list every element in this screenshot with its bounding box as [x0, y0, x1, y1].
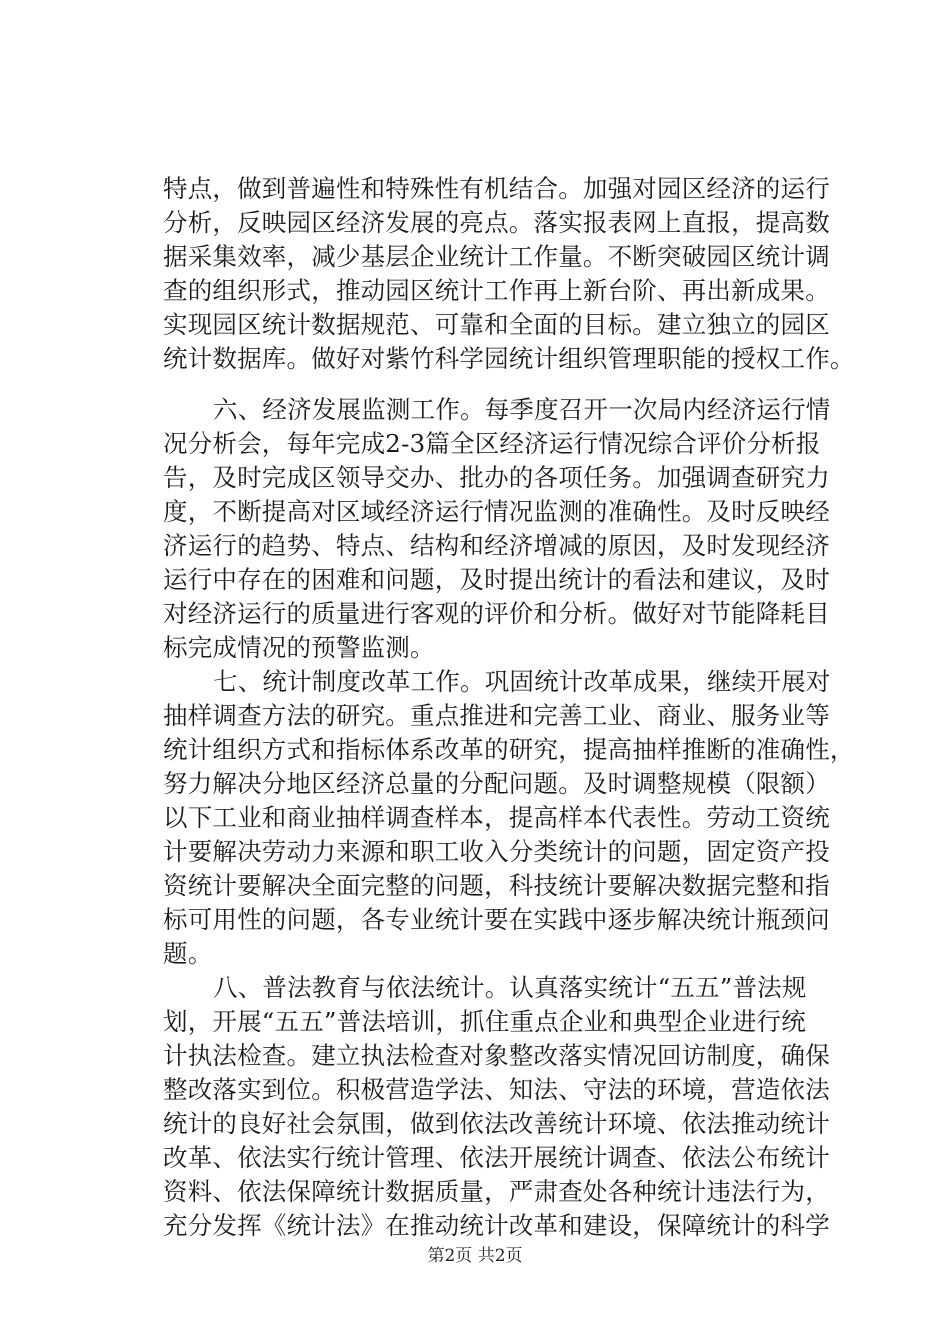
text-line: 资统计要解决全面完整的问题，科技统计要解决数据完整和指: [163, 871, 830, 900]
text-line: 抽样调查方法的研究。重点推进和完善工业、商业、服务业等: [163, 701, 830, 730]
text-line: 改革、依法实行统计管理、依法开展统计调查、依法公布统计: [163, 1143, 830, 1172]
text-line: 标完成情况的预警监测。: [163, 633, 435, 662]
paragraph-heading-six: 六、经济发展监测工作。每季度召开一次局内经济运行情: [213, 395, 831, 424]
paragraph-heading-seven: 七、统计制度改革工作。巩固统计改革成果，继续开展对: [213, 667, 831, 696]
text-line: 实现园区统计数据规范、可靠和全面的目标。建立独立的园区: [163, 310, 830, 339]
text-line: 对经济运行的质量进行客观的评价和分析。做好对节能降耗目: [163, 599, 830, 628]
text-line: 济运行的趋势、特点、结构和经济增减的原因，及时发现经济: [163, 531, 830, 560]
text-line: 度，不断提高对区域经济运行情况监测的准确性。及时反映经: [163, 497, 830, 526]
page-footer: 第2页 共2页: [427, 1246, 523, 1266]
text-line: 整改落实到位。积极营造学法、知法、守法的环境，营造依法: [163, 1075, 830, 1104]
text-line: 查的组织形式，推动园区统计工作再上新台阶、再出新成果。: [163, 276, 830, 305]
text-line: 努力解决分地区经济总量的分配问题。及时调整规模（限额）: [163, 769, 830, 798]
text-line: 资料、依法保障统计数据质量，严肃查处各种统计违法行为，: [163, 1177, 830, 1206]
text-line: 以下工业和商业抽样调查样本，提高样本代表性。劳动工资统: [163, 803, 830, 832]
text-line: 统计数据库。做好对紫竹科学园统计组织管理职能的授权工作。: [163, 344, 855, 373]
text-line: 计执法检查。建立执法检查对象整改落实情况回访制度，确保: [163, 1041, 830, 1070]
text-line: 况分析会，每年完成2-3篇全区经济运行情况综合评价分析报: [163, 429, 821, 458]
text-line: 充分发挥《统计法》在推动统计改革和建设，保障统计的科学: [163, 1211, 830, 1240]
text-line: 计要解决劳动力来源和职工收入分类统计的问题，固定资产投: [163, 837, 830, 866]
text-line: 标可用性的问题，各专业统计要在实践中逐步解决统计瓶颈问: [163, 905, 830, 934]
text-line: 运行中存在的困难和问题，及时提出统计的看法和建议，及时: [163, 565, 830, 594]
text-line: 题。: [163, 939, 213, 968]
text-line: 统计的良好社会氛围，做到依法改善统计环境、依法推动统计: [163, 1109, 830, 1138]
text-line: 分析，反映园区经济发展的亮点。落实报表网上直报，提高数: [163, 208, 830, 237]
text-line: 特点，做到普遍性和特殊性有机结合。加强对园区经济的运行: [163, 174, 830, 203]
text-line: 划，开展“五五”普法培训，抓住重点企业和典型企业进行统: [163, 1007, 806, 1036]
text-line: 告，及时完成区领导交办、批办的各项任务。加强调查研究力: [163, 463, 830, 492]
text-line: 统计组织方式和指标体系改革的研究，提高抽样推断的准确性，: [163, 735, 855, 764]
text-line: 据采集效率，减少基层企业统计工作量。不断突破园区统计调: [163, 242, 830, 271]
paragraph-heading-eight: 八、普法教育与依法统计。认真落实统计“五五”普法规: [213, 973, 807, 1002]
